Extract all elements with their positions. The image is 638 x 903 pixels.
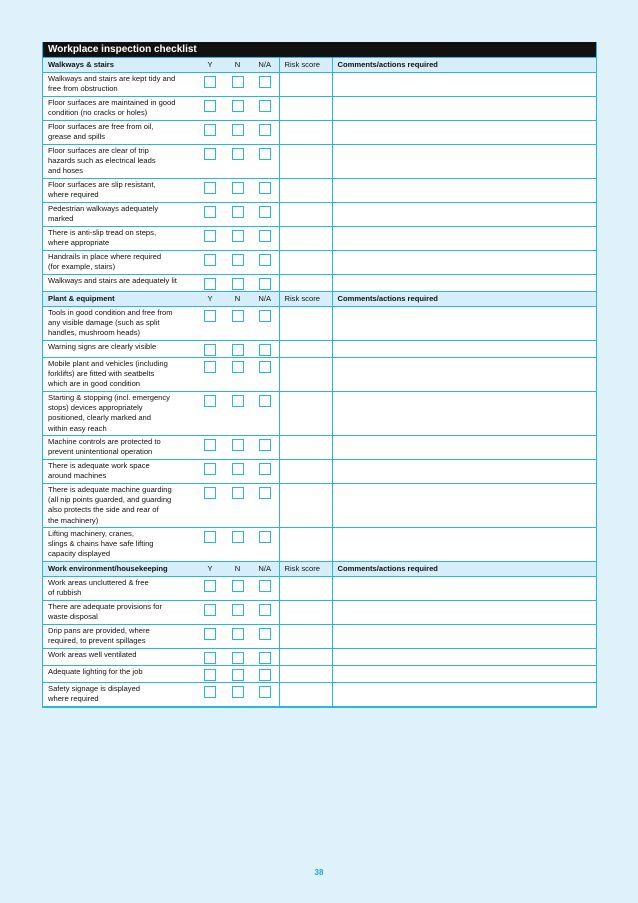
checkbox-cell-no [224,666,251,683]
checklist-row [43,121,596,145]
checkbox-cell-yes [196,666,224,683]
checklist-item-label: Floor surfaces are clear of trip hazards such as electrical leads and hoses [43,145,196,179]
checkbox-yes[interactable] [204,230,216,242]
checkbox-no[interactable] [232,148,244,160]
checklist-item-label: There are adequate provisions for waste disposal [43,601,196,625]
checkbox-cell-na [251,392,279,436]
checklist-row [43,307,596,341]
checkbox-cell-na [251,577,279,601]
checkbox-cell-yes [196,179,224,203]
checkbox-cell-no [224,436,251,460]
checklist-title: Workplace inspection checklist [43,42,596,57]
checkbox-yes[interactable] [204,439,216,451]
checkbox-cell-no [224,601,251,625]
column-risk-score: Risk score [279,562,332,577]
checkbox-yes[interactable] [204,580,216,592]
checkbox-cell-yes [196,649,224,666]
checklist-table [43,57,596,707]
checkbox-no[interactable] [232,652,244,664]
checkbox-no[interactable] [232,580,244,592]
checkbox-cell-yes [196,358,224,392]
risk-score-field[interactable] [279,484,332,528]
checkbox-cell-yes [196,484,224,528]
checkbox-no[interactable] [232,344,244,356]
checklist-row [43,341,596,358]
checkbox-yes[interactable] [204,254,216,266]
checklist-row [43,683,596,707]
checkbox-no[interactable] [232,361,244,373]
checkbox-cell-na [251,625,279,649]
checklist-row [43,460,596,484]
checkbox-cell-yes [196,460,224,484]
checklist-item-label: There is adequate work space around machines [43,460,196,484]
checkbox-no[interactable] [232,487,244,499]
checklist-row [43,528,596,562]
checklist-item-label: Safety signage is displayed where required [43,683,196,707]
checkbox-na[interactable] [259,669,271,681]
risk-score-field[interactable] [279,436,332,460]
checklist-item-label: Mobile plant and vehicles (including forklifts) are fitted with seatbelts which are in good condition [43,358,196,392]
comments-field[interactable] [332,179,596,203]
checkbox-yes[interactable] [204,628,216,640]
comments-field[interactable] [332,460,596,484]
checkbox-cell-na [251,358,279,392]
column-no: N [224,58,251,73]
comments-field[interactable] [332,341,596,358]
checkbox-na[interactable] [259,206,271,218]
checkbox-cell-yes [196,683,224,707]
checklist-item-label: Work areas well ventilated [43,649,196,666]
comments-field[interactable] [332,484,596,528]
checkbox-cell-yes [196,275,224,292]
risk-score-field[interactable] [279,341,332,358]
column-na: N/A [251,58,279,73]
checkbox-cell-yes [196,145,224,179]
checkbox-na[interactable] [259,628,271,640]
checkbox-na[interactable] [259,361,271,373]
checkbox-yes[interactable] [204,76,216,88]
risk-score-field[interactable] [279,649,332,666]
checkbox-no[interactable] [232,463,244,475]
checkbox-no[interactable] [232,310,244,322]
checkbox-cell-yes [196,203,224,227]
risk-score-field[interactable] [279,460,332,484]
checklist-item-label: Tools in good condition and free from any visible damage (such as split handles, mushroom heads) [43,307,196,341]
risk-score-field[interactable] [279,666,332,683]
checkbox-cell-no [224,358,251,392]
risk-score-field[interactable] [279,625,332,649]
checkbox-cell-yes [196,251,224,275]
comments-field[interactable] [332,649,596,666]
risk-score-field[interactable] [279,528,332,562]
checkbox-cell-yes [196,307,224,341]
checkbox-na[interactable] [259,580,271,592]
checklist-row [43,484,596,528]
checkbox-cell-no [224,73,251,97]
checkbox-cell-na [251,203,279,227]
checklist-row [43,392,596,436]
checklist-item-label: Walkways and stairs are adequately lit [43,275,196,292]
checklist-row [43,145,596,179]
checkbox-yes[interactable] [204,487,216,499]
comments-field[interactable] [332,203,596,227]
checkbox-yes[interactable] [204,604,216,616]
checkbox-cell-no [224,528,251,562]
checkbox-cell-yes [196,73,224,97]
checkbox-cell-no [224,307,251,341]
section-heading: Work environment/housekeeping [43,562,196,577]
checklist-row [43,179,596,203]
checkbox-na[interactable] [259,100,271,112]
column-comments: Comments/actions required [332,292,596,307]
checkbox-no[interactable] [232,439,244,451]
checkbox-cell-na [251,251,279,275]
checkbox-cell-no [224,97,251,121]
checklist-item-label: There is anti-slip tread on steps, where appropriate [43,227,196,251]
checkbox-no[interactable] [232,124,244,136]
checkbox-no[interactable] [232,254,244,266]
checkbox-yes[interactable] [204,148,216,160]
checkbox-yes[interactable] [204,361,216,373]
checkbox-cell-na [251,460,279,484]
risk-score-field[interactable] [279,392,332,436]
checkbox-cell-yes [196,341,224,358]
checkbox-yes[interactable] [204,463,216,475]
checkbox-cell-na [251,341,279,358]
column-yes: Y [196,292,224,307]
checklist-row [43,436,596,460]
checklist-row [43,601,596,625]
checkbox-cell-no [224,227,251,251]
checkbox-cell-no [224,577,251,601]
checkbox-cell-na [251,97,279,121]
checkbox-cell-na [251,227,279,251]
checklist-row [43,666,596,683]
checkbox-cell-no [224,392,251,436]
checkbox-cell-yes [196,97,224,121]
checkbox-no[interactable] [232,669,244,681]
checklist-item-label: Warning signs are clearly visible [43,341,196,358]
comments-field[interactable] [332,145,596,179]
checkbox-yes[interactable] [204,206,216,218]
checkbox-na[interactable] [259,254,271,266]
risk-score-field[interactable] [279,601,332,625]
checkbox-cell-na [251,649,279,666]
checklist-item-label: Adequate lighting for the job [43,666,196,683]
checklist-item-label: Handrails in place where required (for example, stairs) [43,251,196,275]
checklist-row [43,275,596,292]
checkbox-yes[interactable] [204,531,216,543]
checkbox-na[interactable] [259,652,271,664]
checkbox-yes[interactable] [204,669,216,681]
checkbox-cell-na [251,484,279,528]
column-yes: Y [196,58,224,73]
comments-field[interactable] [332,436,596,460]
risk-score-field[interactable] [279,179,332,203]
checklist-item-label: Floor surfaces are free from oil, grease and spills [43,121,196,145]
checkbox-na[interactable] [259,344,271,356]
column-na: N/A [251,292,279,307]
column-comments: Comments/actions required [332,58,596,73]
checklist-item-label: Lifting machinery, cranes, slings & chains have safe lifting capacity displayed [43,528,196,562]
checkbox-cell-na [251,73,279,97]
checklist-row [43,577,596,601]
checkbox-no[interactable] [232,206,244,218]
checklist-row [43,227,596,251]
risk-score-field[interactable] [279,227,332,251]
checkbox-cell-na [251,683,279,707]
section-header [43,562,596,577]
comments-field[interactable] [332,251,596,275]
comments-field[interactable] [332,625,596,649]
checkbox-cell-no [224,341,251,358]
column-risk-score: Risk score [279,58,332,73]
checkbox-yes[interactable] [204,344,216,356]
checkbox-cell-no [224,203,251,227]
checkbox-na[interactable] [259,148,271,160]
checkbox-yes[interactable] [204,395,216,407]
checklist-item-label: Walkways and stairs are kept tidy and free from obstruction [43,73,196,97]
checkbox-na[interactable] [259,395,271,407]
checklist-item-label: Starting & stopping (incl. emergency stops) devices appropriately positioned, clearly marked and within easy reach [43,392,196,436]
checkbox-na[interactable] [259,278,271,290]
checkbox-cell-yes [196,392,224,436]
checklist-row [43,649,596,666]
checkbox-cell-yes [196,528,224,562]
checkbox-cell-no [224,145,251,179]
checkbox-no[interactable] [232,278,244,290]
risk-score-field[interactable] [279,251,332,275]
risk-score-field[interactable] [279,203,332,227]
checkbox-no[interactable] [232,182,244,194]
checkbox-cell-na [251,307,279,341]
comments-field[interactable] [332,683,596,707]
checkbox-cell-no [224,460,251,484]
checkbox-no[interactable] [232,100,244,112]
risk-score-field[interactable] [279,121,332,145]
comments-field[interactable] [332,392,596,436]
checkbox-no[interactable] [232,686,244,698]
checklist-row [43,358,596,392]
checkbox-no[interactable] [232,628,244,640]
checkbox-cell-no [224,625,251,649]
risk-score-field[interactable] [279,577,332,601]
checkbox-cell-yes [196,121,224,145]
checklist-row [43,251,596,275]
checkbox-yes[interactable] [204,124,216,136]
checkbox-yes[interactable] [204,686,216,698]
checkbox-cell-na [251,145,279,179]
inspection-checklist [42,42,597,708]
checklist-item-label: Floor surfaces are maintained in good condition (no cracks or holes) [43,97,196,121]
comments-field[interactable] [332,121,596,145]
checkbox-no[interactable] [232,76,244,88]
checklist-item-label: Work areas uncluttered & free of rubbish [43,577,196,601]
comments-field[interactable] [332,275,596,292]
comments-field[interactable] [332,97,596,121]
checkbox-na[interactable] [259,439,271,451]
section-heading: Walkways & stairs [43,58,196,73]
checkbox-cell-yes [196,227,224,251]
checkbox-na[interactable] [259,686,271,698]
page-number: 38 [314,868,324,877]
comments-field[interactable] [332,227,596,251]
checkbox-cell-na [251,275,279,292]
checkbox-no[interactable] [232,604,244,616]
checkbox-cell-no [224,683,251,707]
comments-field[interactable] [332,307,596,341]
checkbox-na[interactable] [259,230,271,242]
column-risk-score: Risk score [279,292,332,307]
checkbox-no[interactable] [232,531,244,543]
checkbox-cell-na [251,121,279,145]
comments-field[interactable] [332,666,596,683]
checkbox-cell-no [224,179,251,203]
risk-score-field[interactable] [279,307,332,341]
checkbox-cell-no [224,484,251,528]
section-heading: Plant & equipment [43,292,196,307]
checkbox-no[interactable] [232,395,244,407]
checkbox-cell-na [251,528,279,562]
checkbox-cell-yes [196,436,224,460]
checkbox-cell-no [224,251,251,275]
comments-field[interactable] [332,73,596,97]
column-na: N/A [251,562,279,577]
checkbox-yes[interactable] [204,310,216,322]
checkbox-no[interactable] [232,230,244,242]
checkbox-na[interactable] [259,463,271,475]
checkbox-na[interactable] [259,604,271,616]
checklist-item-label: Machine controls are protected to prevent unintentional operation [43,436,196,460]
checkbox-cell-no [224,649,251,666]
checklist-item-label: There is adequate machine guarding (all nip points guarded, and guarding also protects the side and rear of the machinery) [43,484,196,528]
checkbox-yes[interactable] [204,278,216,290]
section-header [43,292,596,307]
checkbox-cell-na [251,666,279,683]
checkbox-cell-yes [196,625,224,649]
checklist-row [43,625,596,649]
checkbox-yes[interactable] [204,100,216,112]
risk-score-field[interactable] [279,683,332,707]
checkbox-yes[interactable] [204,652,216,664]
checkbox-cell-no [224,121,251,145]
risk-score-field[interactable] [279,145,332,179]
checkbox-cell-na [251,601,279,625]
checkbox-cell-na [251,436,279,460]
checkbox-cell-yes [196,601,224,625]
comments-field[interactable] [332,601,596,625]
checkbox-na[interactable] [259,487,271,499]
column-comments: Comments/actions required [332,562,596,577]
checklist-row [43,203,596,227]
checklist-row [43,97,596,121]
checkbox-na[interactable] [259,76,271,88]
checkbox-cell-no [224,275,251,292]
checkbox-na[interactable] [259,182,271,194]
checklist-item-label: Pedestrian walkways adequately marked [43,203,196,227]
risk-score-field[interactable] [279,97,332,121]
checklist-row [43,73,596,97]
column-no: N [224,562,251,577]
checklist-item-label: Floor surfaces are slip resistant, where required [43,179,196,203]
comments-field[interactable] [332,358,596,392]
checkbox-na[interactable] [259,310,271,322]
checkbox-yes[interactable] [204,182,216,194]
column-no: N [224,292,251,307]
section-header [43,58,596,73]
checkbox-cell-yes [196,577,224,601]
checkbox-na[interactable] [259,531,271,543]
column-yes: Y [196,562,224,577]
checklist-item-label: Drip pans are provided, where required, to prevent spillages [43,625,196,649]
risk-score-field[interactable] [279,275,332,292]
comments-field[interactable] [332,528,596,562]
risk-score-field[interactable] [279,358,332,392]
checkbox-na[interactable] [259,124,271,136]
risk-score-field[interactable] [279,73,332,97]
comments-field[interactable] [332,577,596,601]
checkbox-cell-na [251,179,279,203]
